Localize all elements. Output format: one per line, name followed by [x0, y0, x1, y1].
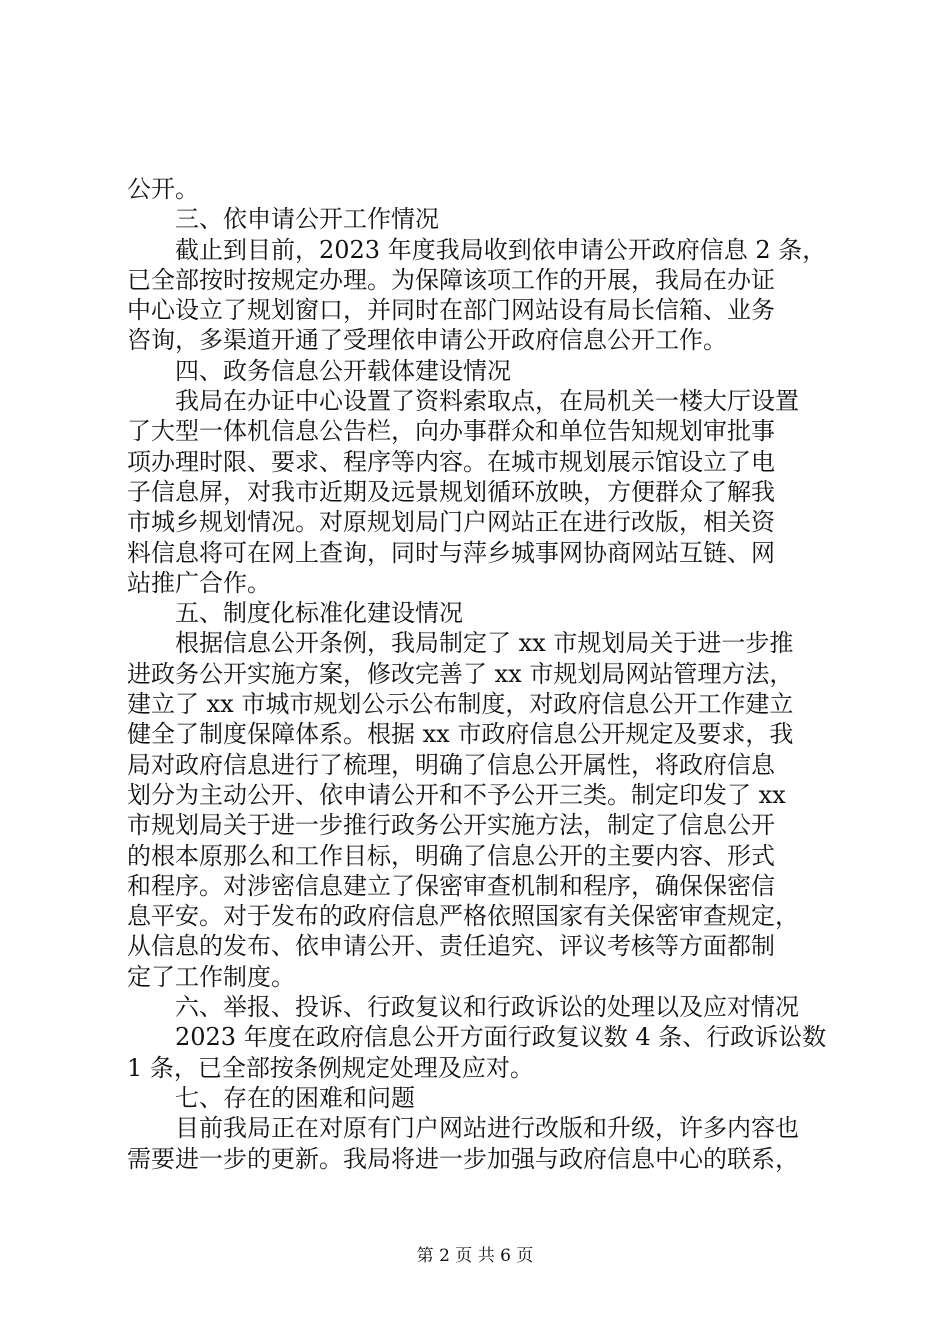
text-line: 定了工作制度。: [127, 962, 295, 991]
text-line: 六、举报、投诉、行政复议和行政诉讼的处理以及应对情况: [175, 993, 799, 1022]
text-line: 七、存在的困难和问题: [175, 1083, 415, 1112]
text-line: 建立了 xx 市城市规划公示公布制度，对政府信息公开工作建立: [127, 690, 794, 719]
text-line: 根据信息公开条例，我局制定了 xx 市规划局关于进一步推: [175, 629, 794, 658]
text-line: 截止到目前，2023 年度我局收到依申请公开政府信息 2 条，: [175, 235, 827, 264]
text-line: 市城乡规划情况。对原规划局门户网站正在进行改版，相关资: [127, 508, 775, 537]
text-line: 进政务公开实施方案，修改完善了 xx 市规划局网站管理方法，: [127, 659, 794, 688]
text-line: 咨询，多渠道开通了受理依申请公开政府信息公开工作。: [127, 326, 727, 355]
text-line: 子信息屏，对我市近期及远景规划循环放映，方便群众了解我: [127, 477, 775, 506]
text-line: 我局在办证中心设置了资料索取点，在局机关一楼大厅设置: [175, 387, 799, 416]
text-line: 料信息将可在网上查询，同时与萍乡城事网协商网站互链、网: [127, 538, 775, 567]
text-line: 中心设立了规划窗口，并同时在部门网站设有局长信箱、业务: [127, 296, 775, 325]
text-line: 1 条，已全部按条例规定处理及应对。: [127, 1053, 534, 1082]
text-line: 和程序。对涉密信息建立了保密审查机制和程序，确保保密信: [127, 871, 775, 900]
text-line: 已全部按时按规定办理。为保障该项工作的开展，我局在办证: [127, 265, 775, 294]
text-line: 站推广合作。: [127, 568, 271, 597]
text-line: 五、制度化标准化建设情况: [175, 599, 463, 628]
text-line: 四、政务信息公开载体建设情况: [175, 356, 511, 385]
text-line: 需要进一步的更新。我局将进一步加强与政府信息中心的联系，: [127, 1144, 799, 1173]
page-footer: 第 2 页 共 6 页: [416, 1246, 534, 1266]
text-line: 息平安。对于发布的政府信息严格依照国家有关保密审查规定，: [127, 902, 799, 931]
text-line: 划分为主动公开、依申请公开和不予公开三类。制定印发了 xx: [127, 780, 786, 809]
text-line: 了大型一体机信息公告栏，向办事群众和单位告知规划审批事: [127, 417, 775, 446]
text-line: 目前我局正在对原有门户网站进行改版和升级，许多内容也: [175, 1114, 799, 1143]
text-line: 2023 年度在政府信息公开方面行政复议数 4 条、行政诉讼数: [175, 1023, 827, 1052]
text-line: 公开。: [127, 175, 199, 203]
text-line: 从信息的发布、依申请公开、责任追究、评议考核等方面都制: [127, 932, 775, 961]
text-line: 三、依申请公开工作情况: [175, 205, 439, 234]
text-line: 局对政府信息进行了梳理，明确了信息公开属性，将政府信息: [127, 750, 775, 779]
text-line: 项办理时限、要求、程序等内容。在城市规划展示馆设立了电: [127, 447, 775, 476]
text-line: 健全了制度保障体系。根据 xx 市政府信息公开规定及要求，我: [127, 720, 794, 749]
text-line: 的根本原那么和工作目标，明确了信息公开的主要内容、形式: [127, 841, 775, 870]
text-line: 市规划局关于进一步推行政务公开实施方法，制定了信息公开: [127, 811, 775, 840]
document-body: [127, 174, 827, 1174]
